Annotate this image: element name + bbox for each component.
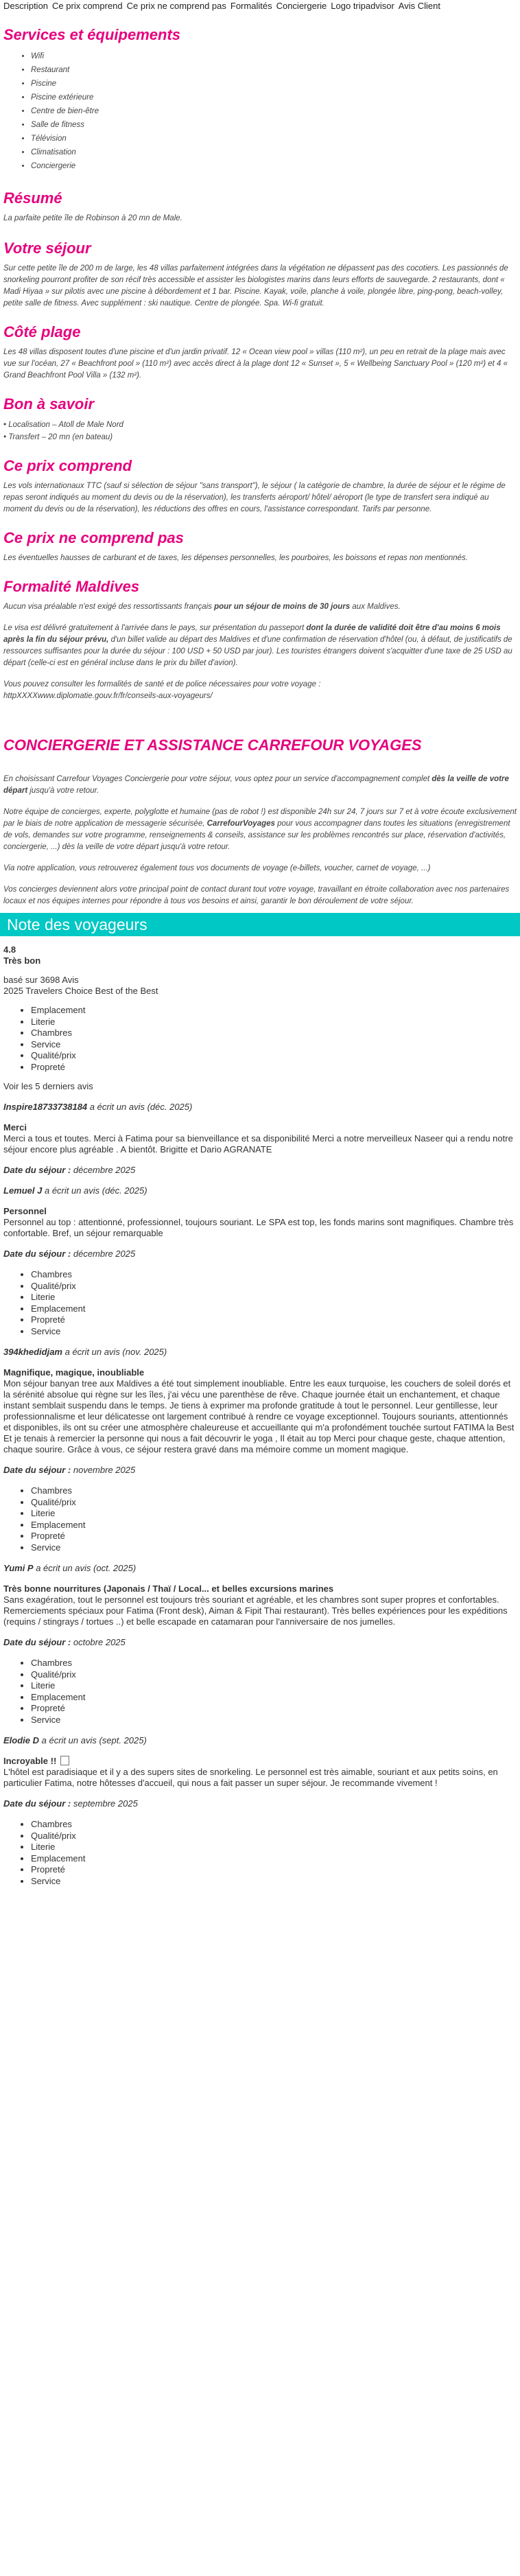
list-item: • Chambres [31,1819,517,1831]
list-item: • Propreté [31,1864,517,1876]
reviews-banner: Note des voyageurs [0,913,520,936]
review-criteria [3,1269,517,1337]
review-score-label: Très bon [3,955,41,966]
conciergerie-team-text: Notre équipe de concierges, experte, polyglotte et humaine (pas de robot !) est disponible 24h sur 24, 7 jours sur 7 et à votre écoute exclusivement par le biais de notre application de messagerie sécurisée, CarrefourVoyages pour vous accompagner dans toutes les situations (enregistrement de vols, demandes sur votre programme, renseignements & conseils, assistance sur les problèmes rencontrés sur place, réservation d'activités, conciergerie, ...) dès la veille de votre départ jusqu'à votre retour. [3,808,517,851]
list-item: • Qualité/prix [31,1497,517,1509]
review-text: Sans exagération, tout le personnel est toujours très souriant et agréable, et les chambres sont super propres et confortables. Remerciements spéciaux pour Fatima (Front desk), Aiman & Fipit Thai restaurant). Très belles expériences pour les expéditions (requins / stingrays / tortues ..) et belle escapade en catamaran pour l'anniversaire de nos jumelles. [3,1594,508,1627]
list-item: • Chambres [31,1028,517,1039]
resume-section [3,189,517,224]
list-item: • Literie [31,1680,517,1692]
list-item: • Propreté [31,1062,517,1074]
list-item: • Emplacement [31,1853,517,1865]
list-item: • Wifi [31,49,517,63]
review-title: Très bonne nourritures (Japonais / Thaï / Local... et belles excursions marines [3,1583,334,1594]
review-item [3,1347,517,1553]
list-item: • Propreté [31,1314,517,1326]
top-nav [3,0,517,12]
list-item: • Qualité/prix [31,1281,517,1292]
resume-text: La parfaite petite île de Robinson à 20 mn de Male. [3,214,182,222]
list-item: • Qualité/prix [31,1050,517,1062]
formalite-section [3,578,517,702]
reviews-section [3,944,517,1887]
list-item: • Service [31,1039,517,1051]
nav-conciergerie[interactable]: Conciergerie [276,1,327,11]
ce-prix-ne-comprend-pas-text: Les éventuelles hausses de carburant et de taxes, les dépenses personnelles, les pourboires, les boissons et repas non mentionnés. [3,554,469,562]
list-item: • Emplacement [31,1692,517,1704]
list-item: • Propreté [31,1703,517,1715]
services-section [3,26,517,173]
review-count: basé sur 3698 Avis [3,975,79,985]
list-item: • Chambres [31,1658,517,1669]
review-item [3,1735,517,1887]
list-item: • Service [31,1326,517,1338]
review-title: Magnifique, magique, inoubliable [3,1367,145,1378]
cote-plage-text: Les 48 villas disposent toutes d'une piscine et d'un jardin privatif. 12 « Ocean view pool » villas (110 m²), un peu en retrait de la plage mais avec vue sur l'océan, 27 « Beachfront pool » (110 m²) avec accès direct à la plage dont 12 « Sunset », 5 « Wellbeing Sanctuary Pool » (120 m²) et 4 « Grand Beachfront Pool Villa » (132 m²). [3,348,508,380]
review-author: Lemuel J a écrit un avis (déc. 2025) [3,1185,147,1196]
see-last-reviews[interactable]: Voir les 5 derniers avis [3,1081,93,1091]
review-criteria [3,1819,517,1887]
emoji-placeholder-icon [60,1756,69,1765]
list-item: • Service [31,1715,517,1726]
list-item: • Centre de bien-être [31,104,517,118]
list-item: • Service [31,1542,517,1554]
conciergerie-contact-text: Vos concierges deviennent alors votre principal point de contact durant tout votre voyage, travaillant en étroite collaboration avec nos partenaires locaux et nos équipes internes pour répondre à tous vos besoins et ainsi, garantir le bon déroulement de votre séjour. [3,885,510,905]
ce-prix-ne-comprend-pas-section [3,529,517,564]
review-text: Mon séjour banyan tree aux Maldives a été tout simplement inoubliable. Entre les eaux turquoise, les couchers de soleil dorés et la sérénité absolue qui règne sur les îles, j'ai vécu une parenthèse de rêve. Chaque journée était un enchantement, et chaque instant semblait suspendu dans le temps. Je tiens à exprimer ma profonde gratitude à tout le personnel. Leur gentillesse, leur professionnalisme et leur délicatesse ont largement contribué à rendre ce voyage exceptionnel. Toujours souriants, attentionnés et disponibles, ils ont su créer une atmosphère chaleureuse et accueillante qui m'a profondément touchée surtout FATIMA la Best Et je tenais à remercier la personne qui nous a fait découvrir le yoga , Il était au top Merci pour chaque geste, chaque attention, chaque sourire. Grâce à vous, ce séjour restera gravé dans ma mémoire comme un moment magique. [3,1378,515,1454]
bon-a-savoir-title: Bon à savoir [3,395,95,413]
bon-a-savoir-section [3,395,517,443]
list-item: • Salle de fitness [31,118,517,132]
list-item: • Emplacement [31,1005,517,1017]
sejour-title: Votre séjour [3,240,91,257]
formalite-visa-text: Aucun visa préalable n'est exigé des ressortissants français pour un séjour de moins de 30 jours aux Maldives. [3,603,401,611]
review-text: L'hôtel est paradisiaque et il y a des supers sites de snorkeling. Le personnel est très aimable, souriant et aux petits soins, en particulier Fatima, notre hôtesses d'accueil, qui nous a fait passer un super séjour. Je recommande vivement ! [3,1767,498,1788]
review-text: Personnel au top : attentionné, professionnel, toujours souriant. Le SPA est top, les fonds marins sont magnifiques. Chambre très confortable. Bref, un séjour remarquable [3,1217,514,1238]
nav-ce-prix-comprend[interactable]: Ce prix comprend [52,1,123,11]
diplomatie-link[interactable]: httpXXXXwww.diplomatie.gouv.fr/fr/conseils-aux-voyageurs/ [3,692,213,700]
list-item: • Literie [31,1017,517,1028]
ce-prix-comprend-section [3,457,517,515]
review-item [3,1185,517,1337]
review-stay-date: Date du séjour : septembre 2025 [3,1798,138,1809]
list-item: • Qualité/prix [31,1669,517,1681]
review-author: Inspire18733738184 a écrit un avis (déc. 2025) [3,1102,193,1112]
review-stay-date: Date du séjour : décembre 2025 [3,1249,136,1259]
list-item: • Restaurant [31,63,517,77]
services-title: Services et équipements [3,26,181,43]
formalite-title: Formalité Maldives [3,578,140,595]
list-item: • Climatisation [31,146,517,159]
list-item: • Literie [31,1292,517,1303]
conciergerie-app-text: Via notre application, vous retrouverez également tous vos documents de voyage (e-billets, voucher, carnet de voyage, ...) [3,864,431,872]
criteria-list [3,1005,517,1073]
formalite-health-text: Vous pouvez consulter les formalités de santé et de police nécessaires pour votre voyage : [3,680,321,688]
review-author: 394khedidjam a écrit un avis (nov. 2025) [3,1347,167,1357]
ce-prix-ne-comprend-pas-title: Ce prix ne comprend pas [3,529,184,546]
ce-prix-comprend-text: Les vols internationaux TTC (sauf si sélection de séjour "sans transport"), le séjour ( la catégorie de chambre, la durée de séjour et le régime de repas seront indiqués au moment du devis ou de la réservation), les transferts aéroport/ hôtel/ aéroport (le type de transfert sera indiqué au moment du devis ou de la réservation), les réductions des offres en cours, l'assistance correspondant. Tarifs par personne. [3,482,506,513]
review-title: Personnel [3,1206,47,1216]
cote-plage-section [3,323,517,382]
list-item: • Télévision [31,132,517,146]
review-stay-date: Date du séjour : octobre 2025 [3,1637,126,1647]
review-author: Elodie D a écrit un avis (sept. 2025) [3,1735,147,1745]
review-stay-date: Date du séjour : novembre 2025 [3,1465,136,1475]
nav-ce-prix-ne-comprend-pas[interactable]: Ce prix ne comprend pas [126,1,226,11]
list-item: • Literie [31,1508,517,1520]
list-item: • Service [31,1876,517,1888]
review-item [3,1102,517,1176]
localisation-item: • Localisation – Atoll de Male Nord [3,421,123,429]
review-criteria [3,1485,517,1553]
transfert-item: • Transfert – 20 mn (en bateau) [3,433,113,441]
sejour-text: Sur cette petite île de 200 m de large, les 48 villas parfaitement intégrées dans la végétation ne dépassent pas des cocotiers. Les passionnés de snorkeling pourront profiter de son récif très accessible et assister les biologistes marins dans leurs efforts de sauvegarde. 2 restaurants, dont « Madi Hiyaa » sur pilotis avec une piscine à débordement et 1 bar. Piscine. Kayak, voile, planche à voile, plongée libre, ping-pong, beach-volley, petite salle de fitness. Avec supplément : ski nautique. Centre de plongée. Spa. Wi-fi gratuit. [3,264,508,308]
review-stay-date: Date du séjour : décembre 2025 [3,1165,136,1175]
cote-plage-title: Côté plage [3,323,81,340]
formalite-passport-text: Le visa est délivré gratuitement à l'arrivée dans le pays, sur présentation du passeport dont la durée de validité doit être d'au moins 6 mois après la fin du séjour prévu, d'un billet valide au départ des Maldives et d'une confirmation de réservation d'hôtel (ou, à défaut, de justificatifs de ressources suffisantes pour la durée du séjour : 100 USD + 50 USD par jour). Les touristes étrangers doivent s'acquitter d'une taxe de 25 USD au départ (celle-ci est en général incluse dans le prix du billet d'avion). [3,624,512,667]
services-list [3,49,517,173]
nav-logo-tripadvisor[interactable]: Logo tripadvisor [331,1,394,11]
review-item [3,1563,517,1726]
list-item: • Propreté [31,1531,517,1542]
conciergerie-intro: En choisissant Carrefour Voyages Conciergerie pour votre séjour, vous optez pour un service d'accompagnement complet dès la veille de votre départ jusqu'à votre retour. [3,775,509,795]
conciergerie-section [3,736,517,907]
resume-title: Résumé [3,189,62,207]
list-item: • Conciergerie [31,159,517,173]
review-criteria [3,1658,517,1726]
list-item: • Emplacement [31,1520,517,1531]
sejour-section [3,240,517,310]
nav-avis-client[interactable]: Avis Client [398,1,440,11]
review-score: 4.8 [3,944,16,955]
ce-prix-comprend-title: Ce prix comprend [3,457,132,474]
review-text: Merci a tous et toutes. Merci à Fatima pour sa bienveillance et sa disponibilité Merci a notre merveilleux Naseer qui a rendu notre séjour encore plus agréable . A bientôt. Brigitte et Dario AGRANATE [3,1133,513,1154]
list-item: • Piscine [31,77,517,91]
list-item: • Piscine extérieure [31,91,517,104]
conciergerie-title: CONCIERGERIE ET ASSISTANCE CARREFOUR VOYAGES [3,736,422,754]
nav-formalites[interactable]: Formalités [230,1,272,11]
nav-description[interactable]: Description [3,1,49,11]
list-item: • Chambres [31,1485,517,1497]
review-title: Merci [3,1122,27,1133]
list-item: • Emplacement [31,1303,517,1315]
review-award: 2025 Travelers Choice Best of the Best [3,986,158,996]
list-item: • Chambres [31,1269,517,1281]
review-author: Yumi P a écrit un avis (oct. 2025) [3,1563,137,1573]
review-title: Incroyable !! [3,1756,517,1767]
list-item: • Qualité/prix [31,1831,517,1842]
list-item: • Literie [31,1842,517,1853]
